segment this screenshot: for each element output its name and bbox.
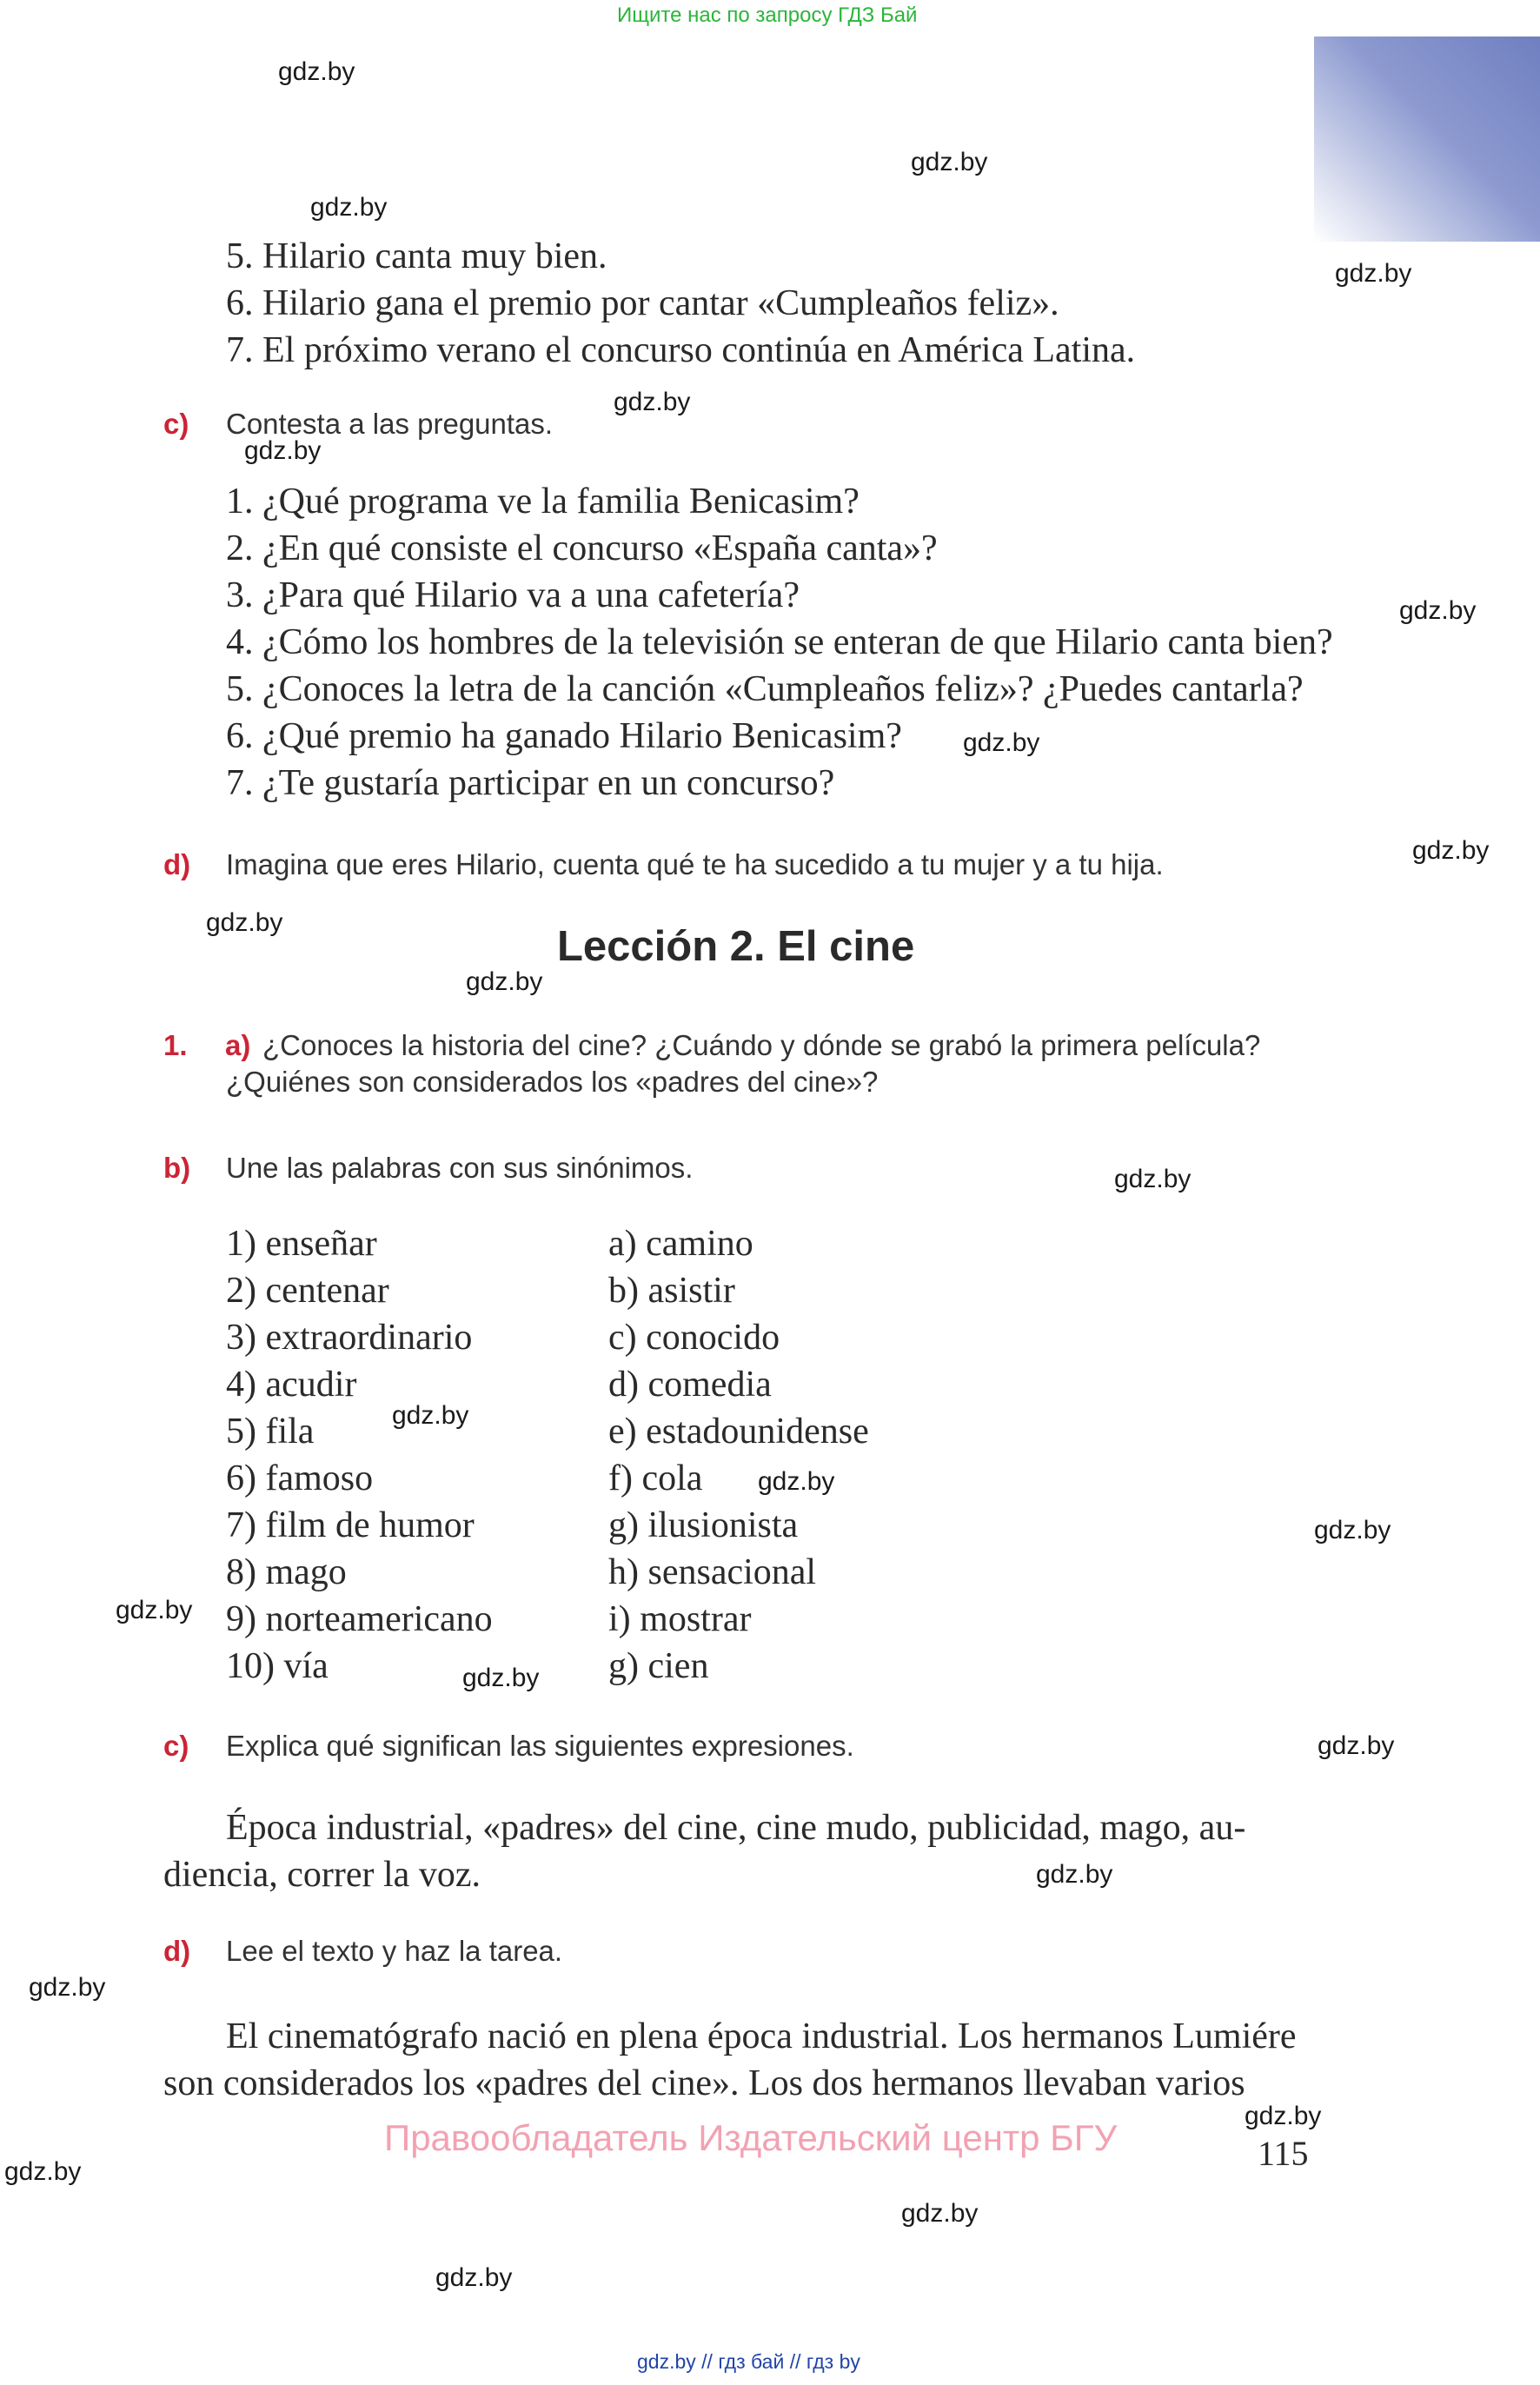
word-item: 5) fila [226, 1412, 315, 1452]
task-label: c) [163, 408, 189, 440]
word-item: 2) centenar [226, 1271, 389, 1311]
exercise-number: 1. [163, 1029, 188, 1061]
synonym-item: c) conocido [608, 1318, 780, 1358]
task-instruction: Une las palabras con sus sinónimos. [226, 1152, 694, 1184]
watermark: gdz.by [901, 2199, 979, 2228]
watermark: gdz.by [1114, 1165, 1192, 1193]
watermark: gdz.by [1399, 596, 1477, 625]
task-instruction: ¿Quiénes son considerados los «padres del cine»? [226, 1066, 879, 1098]
task-label: d) [163, 848, 191, 880]
word-item: 8) mago [226, 1552, 347, 1592]
synonym-item: b) asistir [608, 1271, 735, 1311]
watermark: gdz.by [244, 436, 322, 465]
list-item: 5. Hilario canta muy bien. [226, 236, 607, 276]
copyright-notice: Правообладатель Издательский центр БГУ [384, 2117, 1118, 2158]
synonym-item: g) ilusionista [608, 1505, 799, 1545]
watermark: gdz.by [1318, 1731, 1395, 1760]
task-label: a) [225, 1029, 251, 1061]
task-label: d) [163, 1935, 191, 1967]
watermark: gdz.by [116, 1596, 193, 1624]
task-instruction: Explica qué significan las siguientes expresiones. [226, 1730, 854, 1762]
watermark: gdz.by [1245, 2102, 1322, 2130]
synonym-item: g) cien [608, 1646, 709, 1686]
watermark: gdz.by [1412, 836, 1490, 865]
watermark: gdz.by [278, 57, 355, 86]
task-label: c) [163, 1730, 189, 1762]
lesson-title: Lección 2. El cine [557, 923, 915, 970]
word-item: 1) enseñar [226, 1224, 377, 1264]
question-item: 1. ¿Qué programa ve la familia Benicasim? [226, 482, 860, 522]
task-label: b) [163, 1152, 191, 1184]
watermark: gdz.by [462, 1664, 540, 1692]
task-instruction: Imagina que eres Hilario, cuenta qué te ha sucedido a tu mujer y a tu hija. [226, 848, 1164, 880]
question-item: 6. ¿Qué premio ha ganado Hilario Benicasim? [226, 716, 902, 756]
synonyms-right-column [608, 1220, 869, 1690]
question-item: 4. ¿Cómo los hombres de la televisión se enteran de que Hilario canta bien? [226, 622, 1333, 662]
footer-links[interactable]: gdz.by // гдз бай // гдз by [637, 2350, 860, 2373]
expressions-text: diencia, correr la voz. [163, 1855, 481, 1895]
word-item: 9) norteamericano [226, 1599, 493, 1639]
watermark: gdz.by [1036, 1860, 1113, 1889]
word-item: 4) acudir [226, 1365, 357, 1405]
question-item: 2. ¿En qué consiste el concurso «España canta»? [226, 528, 938, 568]
task-instruction: ¿Conoces la historia del cine? ¿Cuándo y dónde se grabó la primera película? [262, 1029, 1261, 1061]
top-banner: Ищите нас по запросу ГДЗ Бай [617, 3, 918, 27]
watermark: gdz.by [310, 193, 388, 222]
watermark: gdz.by [1335, 259, 1412, 288]
word-item: 10) vía [226, 1646, 329, 1686]
word-item: 7) film de humor [226, 1505, 475, 1545]
word-item: 3) extraordinario [226, 1318, 473, 1358]
synonym-item: f) cola [608, 1458, 703, 1498]
watermark: gdz.by [206, 908, 283, 937]
synonym-item: a) camino [608, 1224, 753, 1264]
watermark: gdz.by [466, 967, 543, 996]
page-number: 115 [1258, 2134, 1309, 2173]
list-item: 6. Hilario gana el premio por cantar «Cumpleaños feliz». [226, 283, 1059, 323]
task-instruction: Lee el texto y haz la tarea. [226, 1935, 563, 1967]
watermark: gdz.by [435, 2263, 513, 2292]
reading-text: son considerados los «padres del cine». Los dos hermanos llevaban varios [163, 2063, 1245, 2103]
synonym-item: d) comedia [608, 1365, 772, 1405]
question-item: 5. ¿Conoces la letra de la canción «Cumpleaños feliz»? ¿Puedes cantarla? [226, 669, 1304, 709]
watermark: gdz.by [4, 2157, 82, 2186]
watermark: gdz.by [614, 388, 691, 416]
watermark: gdz.by [29, 1973, 106, 2002]
watermark: gdz.by [758, 1467, 835, 1496]
task-instruction: Contesta a las preguntas. [226, 408, 554, 440]
reading-text: El cinematógrafo nació en plena época industrial. Los hermanos Lumiére [226, 2016, 1297, 2056]
corner-decoration [1314, 37, 1540, 242]
watermark: gdz.by [963, 728, 1040, 757]
question-item: 3. ¿Para qué Hilario va a una cafetería? [226, 575, 800, 615]
list-item: 7. El próximo verano el concurso continúa en América Latina. [226, 330, 1136, 370]
watermark: gdz.by [1314, 1516, 1391, 1545]
synonym-item: h) sensacional [608, 1552, 817, 1592]
watermark: gdz.by [392, 1401, 469, 1430]
synonym-item: e) estadounidense [608, 1412, 869, 1452]
synonyms-left-column [226, 1220, 493, 1690]
watermark: gdz.by [911, 148, 988, 176]
expressions-text: Época industrial, «padres» del cine, cine mudo, publicidad, mago, au- [226, 1808, 1246, 1848]
word-item: 6) famoso [226, 1458, 374, 1498]
synonym-item: i) mostrar [608, 1599, 752, 1639]
question-item: 7. ¿Te gustaría participar en un concurso? [226, 763, 835, 803]
